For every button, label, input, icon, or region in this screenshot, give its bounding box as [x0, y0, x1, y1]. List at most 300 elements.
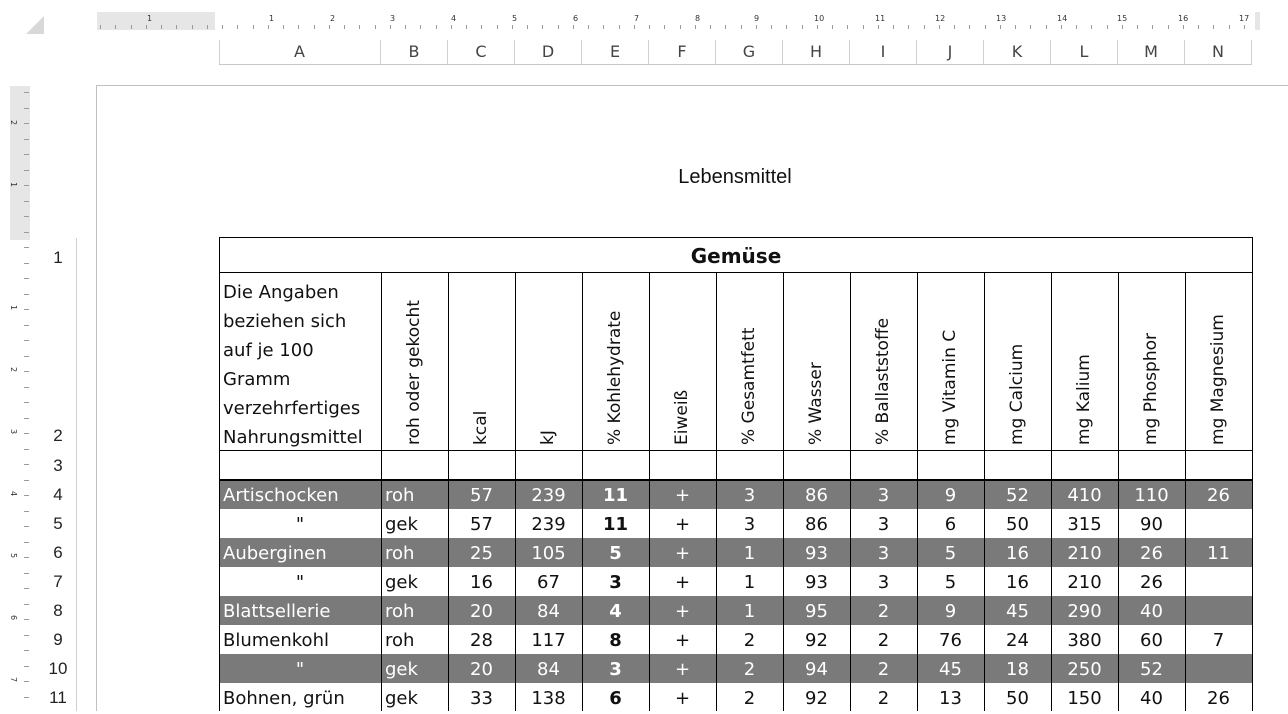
column-title: % Wasser — [805, 362, 826, 445]
value-cell[interactable]: 11 — [602, 485, 629, 506]
ruler-tick — [24, 278, 29, 279]
grid-line — [850, 272, 851, 711]
value-cell[interactable]: 6 — [944, 514, 957, 535]
value-cell[interactable]: 210 — [1067, 543, 1102, 564]
value-cell[interactable]: 9 — [944, 601, 957, 622]
value-cell[interactable]: 45 — [1006, 601, 1029, 622]
grid-line — [716, 272, 717, 711]
value-cell[interactable]: 52 — [1140, 659, 1163, 680]
ruler-tick — [1122, 25, 1123, 29]
value-cell[interactable]: 20 — [470, 601, 493, 622]
ruler-tick — [466, 25, 467, 29]
ruler-tick — [24, 371, 29, 372]
value-cell[interactable]: 5 — [609, 543, 622, 564]
value-cell[interactable]: 2 — [743, 688, 756, 709]
value-cell[interactable]: 290 — [1067, 601, 1102, 622]
value-cell[interactable]: 410 — [1067, 485, 1102, 506]
ruler-tick — [329, 25, 330, 29]
grid-line — [649, 272, 650, 711]
value-cell[interactable]: 11 — [1207, 543, 1230, 564]
note-line: Gramm — [223, 369, 291, 390]
value-cell[interactable]: 84 — [537, 601, 560, 622]
grid-line — [917, 272, 918, 711]
value-cell[interactable]: 239 — [531, 514, 566, 535]
ruler-tick — [863, 25, 864, 29]
ruler-tick — [1107, 25, 1108, 29]
value-cell[interactable]: 210 — [1067, 572, 1102, 593]
column-header-m[interactable]: M — [1118, 40, 1185, 65]
value-cell[interactable]: 26 — [1207, 485, 1230, 506]
ruler-tick — [24, 294, 29, 295]
value-cell[interactable]: 26 — [1140, 543, 1163, 564]
ruler-tick — [24, 309, 29, 310]
value-cell[interactable]: 105 — [531, 543, 566, 564]
value-cell[interactable]: 95 — [805, 601, 828, 622]
ruler-tick — [24, 464, 29, 465]
grid-line — [219, 237, 220, 711]
ruler-tick — [24, 449, 29, 450]
state-cell[interactable]: gek — [385, 572, 418, 593]
value-cell[interactable]: 26 — [1207, 688, 1230, 709]
ruler-tick — [390, 25, 391, 29]
value-cell[interactable]: 250 — [1067, 659, 1102, 680]
ruler-tick — [24, 201, 29, 202]
value-cell[interactable]: 40 — [1140, 688, 1163, 709]
ruler-label: 2 — [9, 119, 19, 126]
ruler-tick — [24, 340, 29, 341]
ruler-tick — [192, 25, 193, 29]
ruler-tick — [969, 25, 970, 29]
value-cell[interactable]: 94 — [805, 659, 828, 680]
value-cell[interactable]: 3 — [743, 514, 756, 535]
ruler-tick — [24, 108, 29, 109]
food-name-cell[interactable]: " — [295, 514, 305, 535]
ruler-tick — [146, 25, 147, 29]
ruler-label: 5 — [512, 14, 518, 23]
state-cell[interactable]: gek — [385, 514, 418, 535]
ruler-tick — [436, 25, 437, 29]
value-cell[interactable]: 20 — [470, 659, 493, 680]
ruler-label: 1 — [147, 14, 153, 23]
ruler-tick — [344, 25, 345, 29]
ruler-tick — [24, 526, 29, 527]
ruler-tick — [710, 25, 711, 29]
ruler-label: 2 — [9, 366, 19, 373]
column-header-i[interactable]: I — [850, 40, 917, 65]
ruler-tick — [1213, 25, 1214, 29]
ruler-tick — [253, 25, 254, 29]
value-cell[interactable]: 50 — [1006, 514, 1029, 535]
value-cell[interactable]: 239 — [531, 485, 566, 506]
ruler-tick — [24, 418, 29, 419]
ruler-label: 4 — [451, 14, 457, 23]
state-cell[interactable]: gek — [385, 688, 418, 709]
value-cell[interactable]: 16 — [470, 572, 493, 593]
row-header-divider — [76, 238, 77, 711]
ruler-tick — [24, 387, 29, 388]
value-cell[interactable]: 150 — [1067, 688, 1102, 709]
value-cell[interactable] — [1185, 567, 1252, 596]
ruler-tick — [1137, 25, 1138, 29]
ruler-tick — [115, 25, 116, 29]
value-cell[interactable]: 16 — [1006, 572, 1029, 593]
value-cell[interactable]: 110 — [1134, 485, 1169, 506]
ruler-tick — [878, 25, 879, 29]
ruler-label: 15 — [1117, 14, 1128, 23]
ruler-tick — [741, 25, 742, 29]
ruler-tick — [24, 542, 29, 543]
state-cell[interactable]: roh — [385, 543, 415, 564]
column-header-j[interactable]: J — [917, 40, 984, 65]
ruler-tick — [24, 666, 29, 667]
ruler-tick — [573, 25, 574, 29]
value-cell[interactable]: 67 — [537, 572, 560, 593]
food-name-cell[interactable]: " — [295, 659, 305, 680]
value-cell[interactable]: 93 — [805, 543, 828, 564]
ruler-tick — [24, 573, 29, 574]
food-name-cell[interactable]: Blumenkohl — [223, 630, 329, 651]
value-cell[interactable]: 93 — [805, 572, 828, 593]
ruler-tick — [908, 25, 909, 29]
state-cell[interactable]: gek — [385, 659, 418, 680]
ruler-tick — [664, 25, 665, 29]
ruler-tick — [24, 92, 29, 93]
ruler-label: 9 — [754, 14, 760, 23]
value-cell[interactable]: 92 — [805, 688, 828, 709]
ruler-tick — [24, 604, 29, 605]
value-cell[interactable]: 45 — [939, 659, 962, 680]
column-title: Eiweiß — [671, 389, 692, 445]
ruler-label: 7 — [634, 14, 640, 23]
ruler-tick — [24, 123, 29, 124]
column-title: % Ballaststoffe — [872, 317, 893, 445]
value-cell[interactable]: 8 — [609, 630, 622, 651]
value-cell[interactable]: 50 — [1006, 688, 1029, 709]
value-cell[interactable]: 3 — [609, 659, 622, 680]
ruler-tick — [512, 25, 513, 29]
row-header-7[interactable]: 7 — [53, 572, 63, 591]
column-header-a[interactable]: A — [219, 40, 381, 65]
value-cell[interactable] — [1185, 596, 1252, 625]
note-line: Die Angaben — [223, 282, 339, 303]
value-cell[interactable]: + — [674, 630, 691, 651]
grid-line — [448, 272, 449, 711]
ruler-tick — [24, 325, 29, 326]
value-cell[interactable]: 5 — [944, 572, 957, 593]
row-header-9[interactable]: 9 — [53, 630, 63, 649]
table-title: Gemüse — [690, 244, 782, 268]
ruler-tick — [649, 25, 650, 29]
value-cell[interactable]: 117 — [531, 630, 566, 651]
column-title: roh oder gekocht — [403, 300, 424, 445]
food-name-cell[interactable]: Blattsellerie — [223, 601, 331, 622]
ruler-tick — [954, 25, 955, 29]
page-border-left — [96, 85, 97, 711]
ruler-tick — [24, 216, 29, 217]
ruler-tick — [695, 25, 696, 29]
value-cell[interactable]: 40 — [1140, 601, 1163, 622]
value-cell[interactable]: + — [674, 514, 691, 535]
grid-line — [381, 272, 382, 711]
value-cell[interactable] — [1185, 509, 1252, 538]
ruler-tick — [24, 557, 29, 558]
ruler-tick — [24, 232, 29, 233]
ruler-tick — [1091, 25, 1092, 29]
ruler-label: 4 — [9, 490, 19, 497]
value-cell[interactable]: 2 — [743, 659, 756, 680]
ruler-label: 6 — [573, 14, 579, 23]
ruler-tick — [176, 25, 177, 29]
ruler-tick — [558, 25, 559, 29]
page-border-top — [96, 85, 1288, 86]
value-cell[interactable]: 3 — [609, 572, 622, 593]
grid-line — [219, 450, 1253, 451]
column-title: mg Phosphor — [1140, 333, 1161, 445]
ruler-tick — [1168, 25, 1169, 29]
ruler-label: 7 — [9, 676, 19, 683]
ruler-tick — [405, 25, 406, 29]
horizontal-ruler-ticks — [0, 0, 1288, 30]
value-cell[interactable]: + — [674, 572, 691, 593]
ruler-label: 14 — [1057, 14, 1068, 23]
value-cell[interactable]: 2 — [877, 659, 890, 680]
value-cell[interactable]: + — [674, 659, 691, 680]
column-title: mg Magnesium — [1207, 314, 1228, 445]
ruler-tick — [1046, 25, 1047, 29]
note-line: Nahrungsmittel — [223, 427, 363, 448]
value-cell[interactable]: 2 — [743, 630, 756, 651]
ruler-tick — [24, 511, 29, 512]
grid-line — [515, 272, 516, 711]
ruler-tick — [24, 433, 29, 434]
ruler-tick — [24, 247, 29, 248]
value-cell[interactable]: + — [674, 485, 691, 506]
ruler-label: 8 — [695, 14, 701, 23]
state-cell[interactable]: roh — [385, 630, 415, 651]
value-cell[interactable]: 315 — [1067, 514, 1102, 535]
value-cell[interactable]: 25 — [470, 543, 493, 564]
value-cell[interactable]: 1 — [743, 543, 756, 564]
ruler-tick — [24, 356, 29, 357]
column-header-e[interactable]: E — [582, 40, 649, 65]
ruler-tick — [771, 25, 772, 29]
value-cell[interactable]: 16 — [1006, 543, 1029, 564]
ruler-tick — [314, 25, 315, 29]
vertical-ruler-ticks — [0, 0, 40, 711]
ruler-tick — [1152, 25, 1153, 29]
value-cell[interactable]: 4 — [609, 601, 622, 622]
ruler-tick — [100, 25, 101, 29]
ruler-label: 11 — [875, 14, 886, 23]
note-line: beziehen sich — [223, 311, 347, 332]
row-header-10[interactable]: 10 — [48, 659, 68, 678]
value-cell[interactable]: 380 — [1067, 630, 1102, 651]
ruler-tick — [1030, 25, 1031, 29]
row-header-8[interactable]: 8 — [53, 601, 63, 620]
ruler-tick — [802, 25, 803, 29]
value-cell[interactable]: 90 — [1140, 514, 1163, 535]
value-cell[interactable]: 52 — [1006, 485, 1029, 506]
ruler-tick — [451, 25, 452, 29]
grid-line — [1185, 272, 1186, 711]
column-header-h[interactable]: H — [783, 40, 850, 65]
ruler-tick — [222, 25, 223, 29]
spreadsheet-grid[interactable] — [219, 237, 1253, 711]
value-cell[interactable]: 86 — [805, 485, 828, 506]
food-name-cell[interactable]: Auberginen — [223, 543, 327, 564]
value-cell[interactable]: 92 — [805, 630, 828, 651]
column-header-l[interactable]: L — [1051, 40, 1118, 65]
state-cell[interactable]: roh — [385, 601, 415, 622]
value-cell[interactable]: 138 — [531, 688, 566, 709]
grid-line — [219, 272, 1253, 273]
ruler-label: 3 — [9, 428, 19, 435]
ruler-label: 16 — [1178, 14, 1189, 23]
value-cell[interactable]: 3 — [877, 543, 890, 564]
food-name-cell[interactable]: Artischocken — [223, 485, 339, 506]
ruler-label: 2 — [330, 14, 336, 23]
value-cell[interactable]: 2 — [877, 601, 890, 622]
ruler-tick — [24, 650, 29, 651]
ruler-tick — [24, 154, 29, 155]
state-cell[interactable]: roh — [385, 485, 415, 506]
value-cell[interactable]: 3 — [743, 485, 756, 506]
ruler-tick — [985, 25, 986, 29]
ruler-tick — [24, 402, 29, 403]
value-cell[interactable]: 33 — [470, 688, 493, 709]
ruler-tick — [24, 588, 29, 589]
ruler-tick — [924, 25, 925, 29]
ruler-tick — [1015, 25, 1016, 29]
ruler-tick — [131, 25, 132, 29]
ruler-tick — [603, 25, 604, 29]
grid-line — [582, 272, 583, 711]
row-header-5[interactable]: 5 — [53, 514, 63, 533]
value-cell[interactable]: 26 — [1140, 572, 1163, 593]
value-cell[interactable]: 3 — [877, 514, 890, 535]
value-cell[interactable]: 1 — [743, 572, 756, 593]
page-header-text: Lebensmittel — [678, 166, 792, 188]
ruler-tick — [24, 139, 29, 140]
ruler-tick — [1198, 25, 1199, 29]
ruler-tick — [375, 25, 376, 29]
ruler-tick — [893, 25, 894, 29]
grid-line — [1118, 272, 1119, 711]
value-cell[interactable]: 76 — [939, 630, 962, 651]
value-cell[interactable]: + — [674, 688, 691, 709]
grid-line — [219, 480, 1253, 481]
column-header-g[interactable]: G — [716, 40, 783, 65]
ruler-tick — [725, 25, 726, 29]
grid-line — [783, 272, 784, 711]
ruler-tick — [497, 25, 498, 29]
value-cell[interactable]: 24 — [1006, 630, 1029, 651]
ruler-tick — [634, 25, 635, 29]
value-cell[interactable]: 1 — [743, 601, 756, 622]
ruler-tick — [847, 25, 848, 29]
value-cell[interactable]: 2 — [877, 688, 890, 709]
value-cell[interactable]: 28 — [470, 630, 493, 651]
column-title: mg Vitamin C — [939, 329, 960, 445]
ruler-label: 10 — [814, 14, 825, 23]
value-cell[interactable]: 6 — [609, 688, 622, 709]
ruler-tick — [756, 25, 757, 29]
ruler-tick — [527, 25, 528, 29]
row-header-6[interactable]: 6 — [53, 543, 63, 562]
ruler-tick — [817, 25, 818, 29]
ruler-tick — [1076, 25, 1077, 29]
value-cell[interactable]: 84 — [537, 659, 560, 680]
ruler-tick — [24, 635, 29, 636]
row-header-3[interactable]: 3 — [53, 456, 63, 475]
row-header-1[interactable]: 1 — [53, 248, 63, 267]
column-title: kcal — [470, 410, 491, 445]
value-cell[interactable]: 7 — [1212, 630, 1225, 651]
ruler-tick — [939, 25, 940, 29]
food-name-cell[interactable]: Bohnen, grün — [223, 688, 345, 709]
ruler-label: 1 — [9, 181, 19, 188]
column-header-d[interactable]: D — [515, 40, 582, 65]
column-header-b[interactable]: B — [381, 40, 448, 65]
ruler-label: 17 — [1239, 14, 1250, 23]
value-cell[interactable] — [1185, 654, 1252, 683]
row-header-4[interactable]: 4 — [53, 485, 63, 504]
ruler-label: 1 — [269, 14, 275, 23]
column-title: % Kohlehydrate — [604, 310, 625, 445]
value-cell[interactable]: 3 — [877, 485, 890, 506]
column-title: kJ — [537, 430, 558, 445]
column-header-c[interactable]: C — [448, 40, 515, 65]
value-cell[interactable]: 86 — [805, 514, 828, 535]
ruler-tick — [161, 25, 162, 29]
ruler-tick — [24, 263, 29, 264]
value-cell[interactable]: 5 — [944, 543, 957, 564]
value-cell[interactable]: 9 — [944, 485, 957, 506]
row-header-2[interactable]: 2 — [53, 426, 63, 445]
ruler-tick — [1061, 25, 1062, 29]
ruler-tick — [298, 25, 299, 29]
ruler-tick — [588, 25, 589, 29]
ruler-tick — [24, 185, 29, 186]
row-header-11[interactable]: 11 — [49, 688, 67, 707]
ruler-label: 3 — [390, 14, 396, 23]
grid-line — [1252, 237, 1253, 711]
ruler-tick — [24, 619, 29, 620]
value-cell[interactable]: + — [674, 601, 691, 622]
value-cell[interactable]: 11 — [602, 514, 629, 535]
column-header-n[interactable]: N — [1185, 40, 1252, 65]
value-cell[interactable]: 18 — [1006, 659, 1029, 680]
value-cell[interactable]: 57 — [470, 485, 493, 506]
grid-line — [219, 479, 1253, 480]
value-cell[interactable]: 57 — [470, 514, 493, 535]
value-cell[interactable]: 3 — [877, 572, 890, 593]
column-header-f[interactable]: F — [649, 40, 716, 65]
food-name-cell[interactable]: " — [295, 572, 305, 593]
ruler-tick — [1244, 25, 1245, 29]
ruler-tick — [1000, 25, 1001, 29]
value-cell[interactable]: 13 — [939, 688, 962, 709]
ruler-tick — [420, 25, 421, 29]
note-line: auf je 100 — [223, 340, 314, 361]
ruler-tick — [24, 495, 29, 496]
column-header-k[interactable]: K — [984, 40, 1051, 65]
grid-line — [984, 272, 985, 711]
value-cell[interactable]: 60 — [1140, 630, 1163, 651]
value-cell[interactable]: + — [674, 543, 691, 564]
ruler-label: 5 — [9, 552, 19, 559]
value-cell[interactable]: 2 — [877, 630, 890, 651]
